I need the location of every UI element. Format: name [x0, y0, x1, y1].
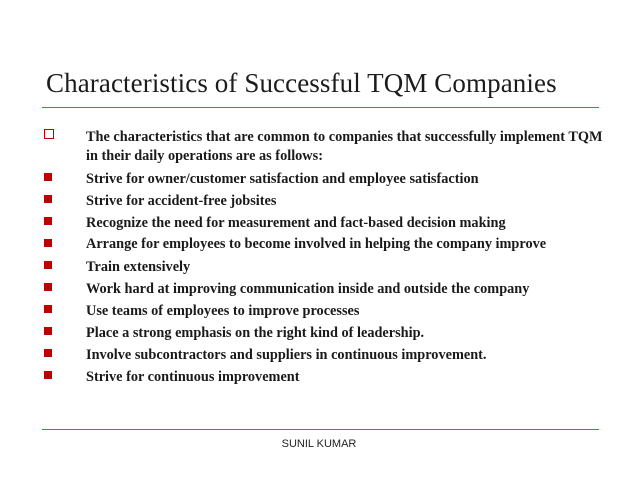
list-item-text: Strive for continuous improvement — [86, 369, 300, 385]
list-item — [44, 322, 604, 344]
square-bullet-icon — [44, 327, 52, 335]
slide-title: Characteristics of Successful TQM Companies — [46, 68, 557, 98]
square-bullet-icon — [44, 217, 52, 225]
square-bullet-icon — [44, 195, 52, 203]
square-bullet-icon — [44, 349, 52, 357]
list-item-text: Work hard at improving communication inside and outside the company — [86, 281, 530, 297]
bullet-list — [44, 128, 604, 388]
list-item-text: Use teams of employees to improve processes — [86, 303, 360, 319]
list-item-text: Recognize the need for measurement and fact-based decision making — [86, 215, 506, 231]
list-item — [44, 168, 604, 190]
intro-text: The characteristics that are common to companies that successfully implement TQM in their daily operations are as follows: — [86, 129, 603, 164]
list-item — [44, 366, 604, 388]
square-bullet-icon — [44, 283, 52, 291]
list-item-text: Train extensively — [86, 259, 191, 275]
footer-divider — [42, 429, 599, 430]
square-bullet-icon — [44, 239, 52, 247]
list-item-text: Strive for owner/customer satisfaction and employee satisfaction — [86, 171, 479, 187]
list-item-intro — [44, 128, 604, 166]
square-bullet-icon — [44, 371, 52, 379]
hollow-square-bullet-icon — [44, 129, 54, 139]
footer-author: SUNIL KUMAR — [281, 438, 357, 450]
title-divider — [42, 107, 599, 108]
square-bullet-icon — [44, 305, 52, 313]
list-item — [44, 234, 604, 254]
list-item — [44, 212, 604, 234]
list-item — [44, 278, 604, 300]
list-item-text: Strive for accident-free jobsites — [86, 193, 277, 209]
square-bullet-icon — [44, 173, 52, 181]
list-item — [44, 256, 604, 278]
list-item-text: Involve subcontractors and suppliers in continuous improvement. — [86, 347, 487, 363]
list-item — [44, 190, 604, 212]
square-bullet-icon — [44, 261, 52, 269]
list-item — [44, 344, 604, 366]
list-item-text: Arrange for employees to become involved in helping the company improve — [86, 236, 547, 252]
list-item — [44, 300, 604, 322]
list-item-text: Place a strong emphasis on the right kind of leadership. — [86, 325, 425, 341]
